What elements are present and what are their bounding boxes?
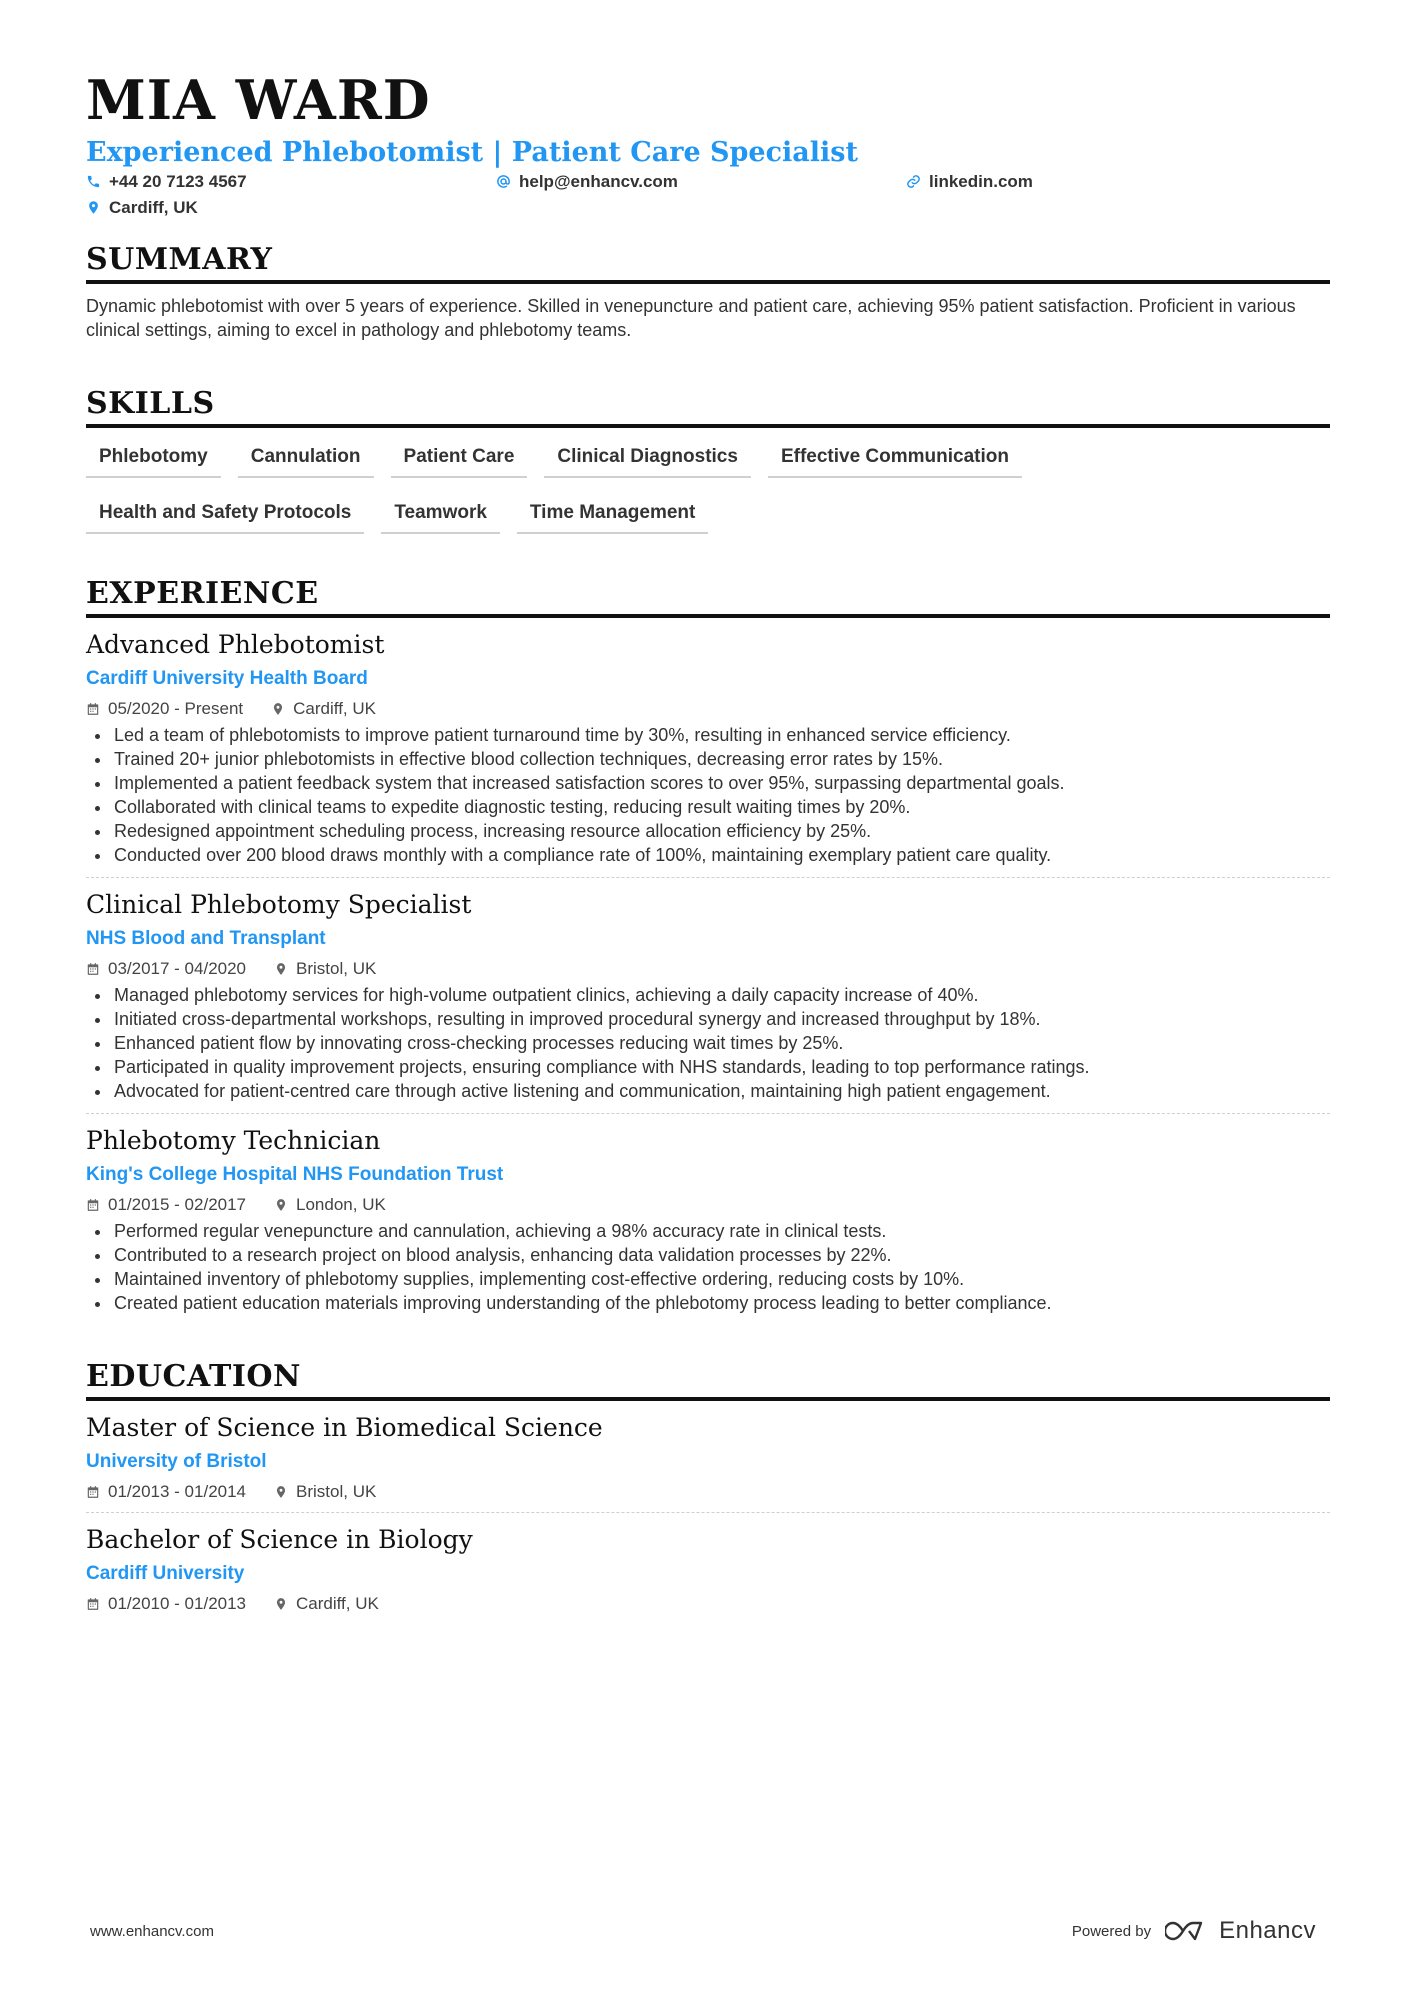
contact-location (86, 198, 198, 218)
skills-title: SKILLS (86, 386, 1330, 428)
phone-text: +44 20 7123 4567 (109, 171, 247, 191)
job-title: Clinical Phlebotomy Specialist (86, 889, 472, 919)
email-text[interactable]: help@enhancv.com (519, 171, 678, 191)
education-meta (86, 1482, 1330, 1502)
skill-tag: Time Management (517, 498, 708, 534)
location-text: Bristol, UK (296, 1481, 377, 1501)
calendar-icon (86, 962, 100, 976)
achievement-item: • Enhanced patient flow by innovating cross-checking processes reducing wait times by 25%. (112, 1031, 1330, 1055)
degree-title: Bachelor of Science in Biology (86, 1524, 473, 1554)
education-entry (86, 1512, 1330, 1624)
brand-name: Enhancv (1219, 1917, 1316, 1944)
phone-icon (86, 174, 101, 189)
dates-text: 01/2015 - 02/2017 (108, 1194, 247, 1214)
location-pin-icon (271, 702, 285, 716)
education-list (86, 1413, 1330, 1624)
job-title: Phlebotomy Technician (86, 1125, 381, 1155)
job-meta (86, 1195, 1330, 1215)
contact-info (86, 172, 1330, 224)
location-text: Cardiff, UK (293, 698, 376, 718)
education-meta (86, 1594, 1330, 1614)
achievement-item: • Implemented a patient feedback system that increased satisfaction scores to over 95%, surpassing departmental goals. (112, 771, 1330, 795)
skill-tag: Effective Communication (768, 442, 1022, 478)
dates-text: 01/2013 - 01/2014 (108, 1481, 247, 1501)
contact-linkedin[interactable] (906, 172, 1033, 192)
job-meta (86, 959, 1330, 979)
achievement-item: • Conducted over 200 blood draws monthly with a compliance rate of 100%, maintaining exemplary patient care quality. (112, 843, 1330, 867)
skills-section (86, 386, 1330, 534)
summary-text: Dynamic phlebotomist with over 5 years of experience. Skilled in venepuncture and patient care, achieving 95% patient satisfaction. Proficient in various clinical settings, aiming to excel in pathology and phlebotomy teams. (86, 295, 1296, 340)
job-dates (86, 959, 246, 979)
education-section (86, 1359, 1330, 1624)
job-meta (86, 699, 1330, 719)
dates-text: 03/2017 - 04/2020 (108, 958, 247, 978)
school-name: University of Bristol (86, 1450, 267, 1472)
location-text: Cardiff, UK (109, 197, 198, 217)
achievement-item: • Led a team of phlebotomists to improve patient turnaround time by 30%, resulting in enhanced service efficiency. (112, 723, 1330, 747)
achievement-item: • Collaborated with clinical teams to expedite diagnostic testing, reducing result waiting times by 20%. (112, 795, 1330, 819)
link-icon (906, 174, 921, 189)
location-text: London, UK (296, 1194, 386, 1214)
education-title: EDUCATION (86, 1359, 1330, 1401)
dates-text: 01/2010 - 01/2013 (108, 1593, 247, 1613)
calendar-icon (86, 702, 100, 716)
footer-brand (1072, 1917, 1316, 1945)
calendar-icon (86, 1485, 100, 1499)
location-text: Bristol, UK (296, 958, 377, 978)
footer-website[interactable]: www.enhancv.com (90, 1922, 214, 1940)
achievement-item: • Advocated for patient-centred care through active listening and communication, maintaining high patient engagement. (112, 1079, 1330, 1103)
job-dates (86, 699, 243, 719)
skill-tag: Health and Safety Protocols (86, 498, 364, 534)
enhancv-logo-icon (1165, 1920, 1205, 1942)
achievement-item: • Performed regular venepuncture and cannulation, achieving a 98% accuracy rate in clinical tests. (112, 1219, 1330, 1243)
skill-tag: Teamwork (381, 498, 500, 534)
skills-list (86, 442, 1330, 534)
job-location (271, 699, 376, 719)
achievement-item: • Trained 20+ junior phlebotomists in effective blood collection techniques, decreasing error rates by 15%. (112, 747, 1330, 771)
achievement-list (86, 723, 1330, 867)
company-name: King's College Hospital NHS Foundation Trust (86, 1163, 504, 1185)
skill-tag: Phlebotomy (86, 442, 221, 478)
education-location (274, 1482, 376, 1502)
location-pin-icon (274, 1198, 288, 1212)
skill-tag: Patient Care (391, 442, 528, 478)
skill-tag: Clinical Diagnostics (544, 442, 751, 478)
education-location (274, 1594, 379, 1614)
education-dates (86, 1594, 246, 1614)
education-entry (86, 1413, 1330, 1512)
job-location (274, 1195, 386, 1215)
location-text: Cardiff, UK (296, 1593, 379, 1613)
experience-entry (86, 630, 1330, 877)
experience-section (86, 576, 1330, 1325)
job-location (274, 959, 376, 979)
company-name: Cardiff University Health Board (86, 667, 368, 689)
location-pin-icon (274, 1597, 288, 1611)
experience-entry (86, 877, 1330, 1113)
job-title: Advanced Phlebotomist (86, 629, 385, 659)
calendar-icon (86, 1198, 100, 1212)
school-name: Cardiff University (86, 1562, 245, 1584)
skill-tag: Cannulation (238, 442, 374, 478)
summary-title: SUMMARY (86, 242, 1330, 284)
candidate-name: MIA WARD (86, 68, 431, 132)
achievement-item: • Participated in quality improvement projects, ensuring compliance with NHS standards, leading to top performance ratings. (112, 1055, 1330, 1079)
experience-list (86, 630, 1330, 1325)
linkedin-text[interactable]: linkedin.com (929, 171, 1033, 191)
education-dates (86, 1482, 246, 1502)
achievement-item: • Contributed to a research project on blood analysis, enhancing data validation processes by 22%. (112, 1243, 1330, 1267)
achievement-item: • Created patient education materials improving understanding of the phlebotomy process leading to better compliance. (112, 1291, 1330, 1315)
job-dates (86, 1195, 246, 1215)
location-pin-icon (86, 200, 101, 215)
achievement-item: • Initiated cross-departmental workshops, resulting in improved procedural synergy and increased throughput by 18%. (112, 1007, 1330, 1031)
experience-entry (86, 1113, 1330, 1325)
achievement-item: • Redesigned appointment scheduling process, increasing resource allocation efficiency by 25%. (112, 819, 1330, 843)
contact-email[interactable] (496, 172, 678, 192)
summary-section (86, 242, 1330, 342)
achievement-item: • Maintained inventory of phlebotomy supplies, implementing cost-effective ordering, reducing costs by 10%. (112, 1267, 1330, 1291)
at-icon (496, 174, 511, 189)
contact-phone (86, 172, 247, 192)
experience-title: EXPERIENCE (86, 576, 1330, 618)
footer (90, 1917, 1316, 1945)
achievement-list (86, 1219, 1330, 1315)
achievement-list (86, 983, 1330, 1103)
dates-text: 05/2020 - Present (108, 698, 244, 718)
powered-by-label: Powered by (1071, 1922, 1152, 1940)
achievement-item: • Managed phlebotomy services for high-volume outpatient clinics, achieving a daily capacity increase of 40%. (112, 983, 1330, 1007)
headline: Experienced Phlebotomist | Patient Care Specialist (86, 136, 858, 168)
resume-page (86, 68, 1330, 1624)
location-pin-icon (274, 1485, 288, 1499)
degree-title: Master of Science in Biomedical Science (86, 1412, 603, 1442)
calendar-icon (86, 1597, 100, 1611)
company-name: NHS Blood and Transplant (86, 927, 326, 949)
location-pin-icon (274, 962, 288, 976)
